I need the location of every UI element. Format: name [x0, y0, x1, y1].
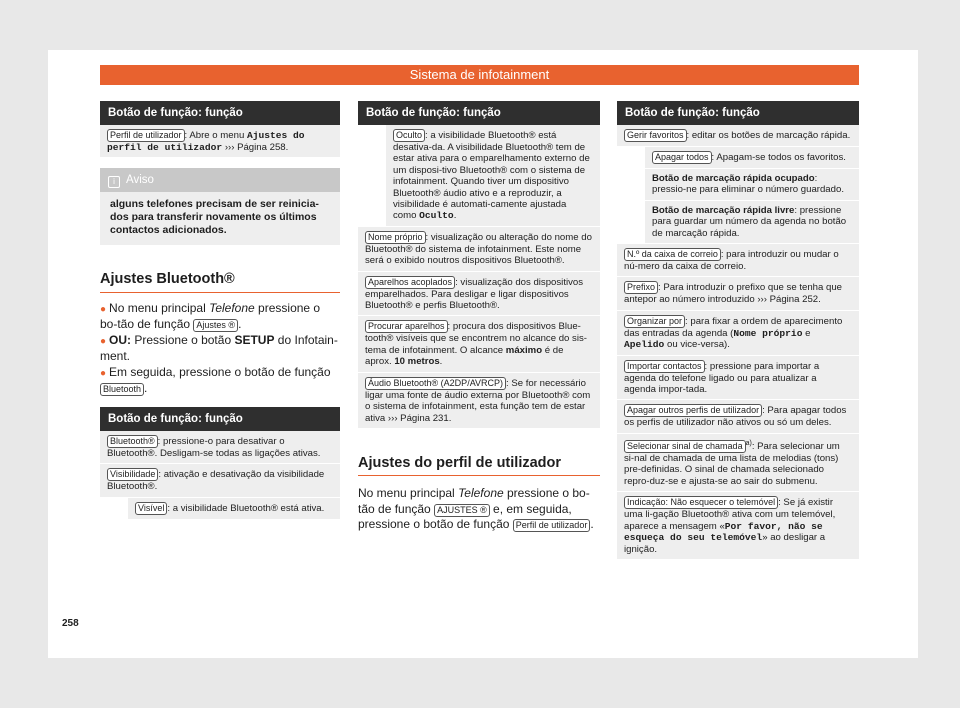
function-key: Visibilidade	[107, 468, 158, 481]
function-key: Prefixo	[624, 281, 658, 294]
table-row: Organizar por : para fixar a ordem de aparecimento das entradas da agenda (Nome próprio e Apelido ou vice-versa).	[617, 311, 859, 356]
table-header: Botão de função: função	[100, 101, 340, 125]
table-header: Botão de função: função	[358, 101, 600, 125]
page-number: 258	[62, 618, 79, 629]
function-key: Organizar por	[624, 315, 685, 328]
table-row: Botão de marcação rápida ocupado: pressio-ne para eliminar o número guardado.	[645, 169, 859, 201]
table-row: Gerir favoritos : editar os botões de marcação rápida.	[617, 125, 859, 147]
section-title: Ajustes Bluetooth®	[100, 273, 340, 293]
row-code: Ajustes do perfil de utilizador	[107, 130, 305, 153]
function-key: Aparelhos acoplados	[365, 276, 455, 289]
table-row: Procurar aparelhos : procura dos dispositivos Blue-tooth® visíveis que se encontrem no alcance do sis-tema de infotainment. O alcance máximo é de aprox. 10 metros.	[358, 316, 600, 372]
list-item: ● Em seguida, pressione o botão de função Bluetooth .	[100, 364, 331, 396]
table-row: Bluetooth® : pressione-o para desativar o Bluetooth®. Desligam-se todas as ligações ativas.	[100, 431, 340, 464]
table-row: Aparelhos acoplados : visualização dos dispositivos emparelhados. Para desligar e ligar dispositivos Bluetooth® e perfis Bluetooth®.	[358, 272, 600, 317]
function-key: Indicação: Não esquecer o telemóvel	[624, 496, 778, 509]
bullet-icon: ●	[100, 303, 107, 315]
table-row: Indicação: Não esquecer o telemóvel : Se já existir uma li-gação Bluetooth® ativa com um telemóvel, aparece a mensagem «Por favor, não se esqueça do seu telemóvel» ao desligar a ignição.	[617, 492, 859, 560]
function-key: Bluetooth®	[107, 435, 158, 448]
function-key: Apagar outros perfis de utilizador	[624, 404, 762, 417]
function-key: Procurar aparelhos	[365, 320, 448, 333]
table-row: Importar contactos : pressione para importar a agenda do telefone ligado ou para atualizar a agenda impor-tada.	[617, 356, 859, 401]
table-header: Botão de função: função	[100, 407, 340, 431]
info-icon: i	[108, 176, 120, 188]
warning-title: Aviso	[126, 174, 154, 187]
warning-box	[100, 168, 340, 245]
settings-key[interactable]: AJUSTES ®	[434, 504, 490, 517]
function-key: N.º da caixa de correio	[624, 248, 721, 261]
table-row: Apagar todos : Apagam-se todos os favoritos.	[645, 147, 859, 169]
table-row: Visível : a visibilidade Bluetooth® está ativa.	[128, 498, 340, 520]
left-column	[100, 101, 340, 520]
function-key: Importar contactos	[624, 360, 705, 373]
table-row: Áudio Bluetooth® (A2DP/AVRCP) : Se for necessário ligar uma fonte de áudio externa por Bluetooth® com o sistema de infotainment, esta função tem de estar ativa ››› Página 231.	[358, 373, 600, 429]
warning-header	[100, 168, 340, 192]
table-row	[100, 125, 340, 158]
table-row: Nome próprio : visualização ou alteração do nome do Bluetooth® do sistema de infotainment. Este nome será o exibido noutros dispositivos Bluetooth®.	[358, 227, 600, 272]
section-title: Ajustes do perfil de utilizador	[358, 457, 600, 477]
setup-key[interactable]: SETUP	[234, 332, 275, 347]
function-key: Visível	[135, 502, 167, 515]
list-item: ● No menu principal Telefone pressione o bo-tão de função Ajustes ® .	[100, 300, 321, 332]
warning-text: alguns telefones precisam de ser reinicia-dos para transferir novamente os últimos contactos adicionados.	[110, 198, 319, 237]
table-row: Oculto : a visibilidade Bluetooth® está desativa-da. A visibilidade Bluetooth® tem de estar ativa para o emparelhamento externo de um disposi-tivo Bluetooth® com o sistema de infotainment. Quando tiver um dispositivo Bluetooth® áudio ativo e a reproduzir, a visibilidade é automati-camente ajustada como Oculto.	[386, 125, 600, 227]
table-row: N.º da caixa de correio : para introduzir ou mudar o nú-mero da caixa de correio.	[617, 244, 859, 277]
section-banner: Sistema de infotainment	[100, 65, 859, 85]
bluetooth-key[interactable]: Bluetooth	[100, 383, 144, 396]
bluetooth-table	[100, 407, 340, 520]
row-text: : Abre o menu	[184, 130, 247, 141]
right-column	[617, 101, 859, 560]
list-item: ● OU: Pressione o botão SETUP do Infotain-ment.	[100, 332, 338, 364]
function-key: Áudio Bluetooth® (A2DP/AVRCP)	[365, 377, 506, 390]
bullet-icon: ●	[100, 335, 107, 347]
table-row: Botão de marcação rápida livre: pressione para guardar um número da agenda no botão de marcação rápida.	[645, 201, 859, 244]
function-key: Gerir favoritos	[624, 129, 687, 142]
table-row: Visibilidade : ativação e desativação da visibilidade Bluetooth®.	[100, 464, 340, 497]
function-key: Nome próprio	[365, 231, 426, 244]
page-link[interactable]: ››› Página 258.	[222, 142, 289, 153]
bullet-list	[100, 301, 340, 397]
function-key: Oculto	[393, 129, 425, 142]
user-profile-key[interactable]: Perfil de utilizador	[513, 519, 591, 532]
table-row: Apagar outros perfis de utilizador : Para apagar todos os perfis de utilizador não ativos ou só um deles.	[617, 400, 859, 433]
settings-key[interactable]: Ajustes ®	[193, 319, 238, 332]
middle-column	[358, 101, 600, 533]
paragraph: No menu principal Telefone pressione o bo-tão de função AJUSTES ® e, em seguida, pressione o botão de função Perfil de utilizador .	[358, 486, 594, 532]
bullet-icon: ●	[100, 367, 107, 379]
table-row: Prefixo : Para introduzir o prefixo que se tenha que antepor ao número introduzido ››› Página 252.	[617, 277, 859, 310]
function-key: Perfil de utilizador	[107, 129, 185, 142]
table-header: Botão de função: função	[617, 101, 859, 125]
table-row: Selecionar sinal de chamada $^{a)}$: Para selecionar um si-nal de chamada de uma lista de melodias (tons) pre-definidas. O sinal de chamada selecionado repro-duz-se e ajusta-se ao sair do submenu.	[617, 434, 859, 492]
function-key: Selecionar sinal de chamada	[624, 440, 746, 453]
function-key: Apagar todos	[652, 151, 712, 164]
